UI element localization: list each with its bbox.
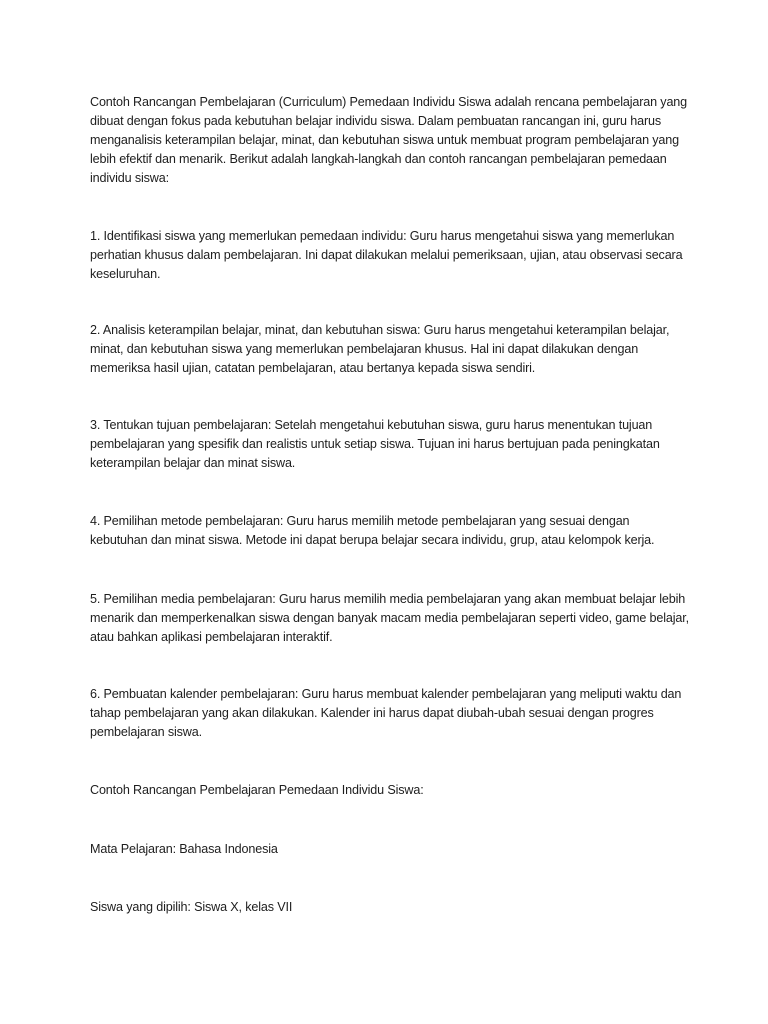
step-4-paragraph: 4. Pemilihan metode pembelajaran: Guru harus memilih metode pembelajaran yang sesuai dengan kebutuhan dan minat siswa. Metode ini dapat berupa belajar secara individu, grup, atau kelompok kerja. xyxy=(90,514,655,547)
step-3-paragraph: 3. Tentukan tujuan pembelajaran: Setelah mengetahui kebutuhan siswa, guru harus menentukan tujuan pembelajaran yang spesifik dan realistis untuk setiap siswa. Tujuan ini harus bertujuan pada peningkatan keterampilan belajar dan minat siswa. xyxy=(90,418,660,470)
student-line: Siswa yang dipilih: Siswa X, kelas VII xyxy=(90,900,293,914)
step-1-paragraph: 1. Identifikasi siswa yang memerlukan pemedaan individu: Guru harus mengetahui siswa yang memerlukan perhatian khusus dalam pembelajaran. Ini dapat dilakukan melalui pemeriksaan, ujian, atau observasi secara keseluruhan. xyxy=(90,229,683,281)
subject-line: Mata Pelajaran: Bahasa Indonesia xyxy=(90,842,278,856)
intro-paragraph: Contoh Rancangan Pembelajaran (Curriculum) Pemedaan Individu Siswa adalah rencana pembelajaran yang dibuat dengan fokus pada kebutuhan belajar individu siswa. Dalam pembuatan rancangan ini, guru harus menganalisis keterampilan belajar, minat, dan kebutuhan siswa untuk membuat program pembelajaran yang lebih efektif dan menarik. Berikut adalah langkah-langkah dan contoh rancangan pembelajaran pemedaan individu siswa: xyxy=(90,95,688,185)
step-6-paragraph: 6. Pembuatan kalender pembelajaran: Guru harus membuat kalender pembelajaran yang meliputi waktu dan tahap pembelajaran yang akan dilakukan. Kalender ini harus dapat diubah-ubah sesuai dengan progres pembelajaran siswa. xyxy=(90,687,682,739)
step-2-paragraph: 2. Analisis keterampilan belajar, minat, dan kebutuhan siswa: Guru harus mengetahui keterampilan belajar, minat, dan kebutuhan siswa yang memerlukan pembelajaran khusus. Hal ini dapat dilakukan dengan memeriksa hasil ujian, catatan pembelajaran, atau bertanya kepada siswa sendiri. xyxy=(90,323,670,375)
step-5-paragraph: 5. Pemilihan media pembelajaran: Guru harus memilih media pembelajaran yang akan membuat belajar lebih menarik dan memperkenalkan siswa dengan banyak macam media pembelajaran seperti video, game belajar, atau bahkan aplikasi pembelajaran interaktif. xyxy=(90,592,689,644)
example-heading: Contoh Rancangan Pembelajaran Pemedaan Individu Siswa: xyxy=(90,783,424,797)
